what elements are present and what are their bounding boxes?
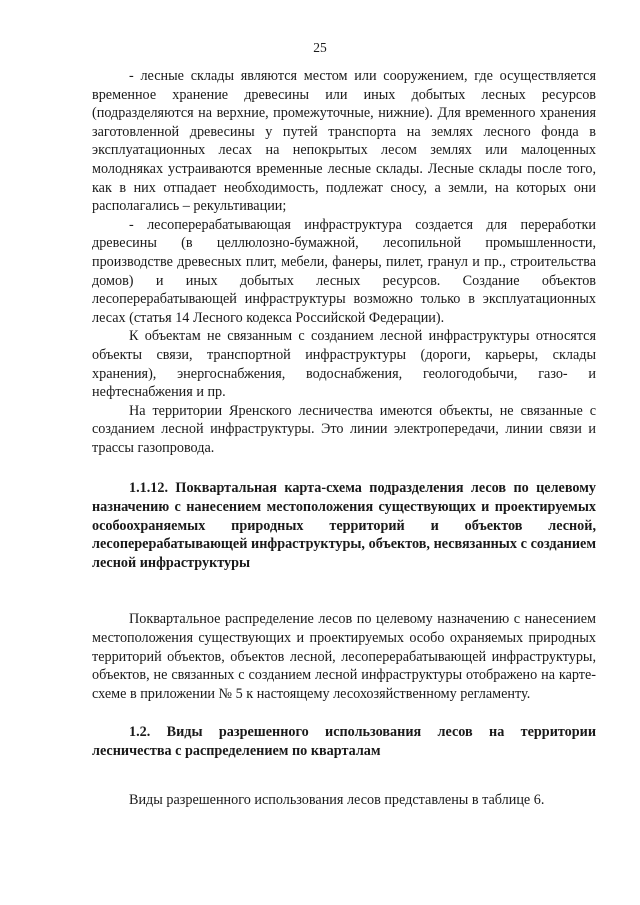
paragraph-yarensk-objects: На территории Яренского лесничества имеются объекты, не связанные с созданием лесной инфраструктуры. Это линии электропередачи, линии связи и трассы газопровода. <box>92 402 596 456</box>
section-heading-1-2: 1.2. Виды разрешенного использования лесов на территории лесничества с распределением по кварталам <box>92 724 596 759</box>
paragraph-processing-infrastructure: - лесоперерабатывающая инфраструктура создается для переработки древесины (в целлюлозно-бумажной, лесопильной промышленности, производстве древесных плит, мебели, фанеры, пилет, гранул и пр., строительства домов) и иных добытых лесных ресурсов. Создание объектов лесоперерабатывающей инфраструктуры возможно только в эксплуатационных лесах (статья 14 Лесного кодекса Российской Федерации). <box>92 216 596 326</box>
paragraph-forest-warehouses: - лесные склады являются местом или сооружением, где осуществляется временное хранение древесины или иных добытых лесных ресурсов (подразделяются на верхние, промежуточные, нижние). Для временного хранения заготовленной древесины у путей транспорта на землях лесного фонда в эксплуатационных лесах на непокрытых лесом землях или малоценных молодняках устраиваются временные лесные склады. Лесные склады после того, как в них отпадает необходимость, подлежат сносу, а земли, на которых они располагались – рекультивации; <box>92 68 596 215</box>
page-number: 25 <box>313 40 327 55</box>
paragraph-table-reference: Виды разрешенного использования лесов представлены в таблице 6. <box>129 791 545 808</box>
section-heading-1-1-12: 1.1.12. Поквартальная карта-схема подразделения лесов по целевому назначению с нанесением местоположения существующих и проектируемых особоохраняемых природных территорий и объектов лесной, лесоперерабатывающей инфраструктуры, объектов, несвязанных с созданием лесной инфраструктуры <box>92 480 596 571</box>
paragraph-map-scheme: Поквартальное распределение лесов по целевому назначению с нанесением местоположения существующих и проектируемых особо охраняемых природных территорий объектов, объектов лесной, лесоперерабатывающей инфраструктуры, объектов, не связанных с созданием лесной инфраструктуры отображено на карте-схеме в приложении № 5 к настоящему лесохозяйственному регламенту. <box>92 611 596 702</box>
document-body <box>92 67 596 809</box>
paragraph-non-forest-objects: К объектам не связанным с созданием лесной инфраструктуры относятся объекты связи, транспортной инфраструктуры (дороги, карьеры, склады хранения), энергоснабжения, водоснабжения, геологодобычи, газо- и нефтеснабжения и пр. <box>92 328 596 401</box>
